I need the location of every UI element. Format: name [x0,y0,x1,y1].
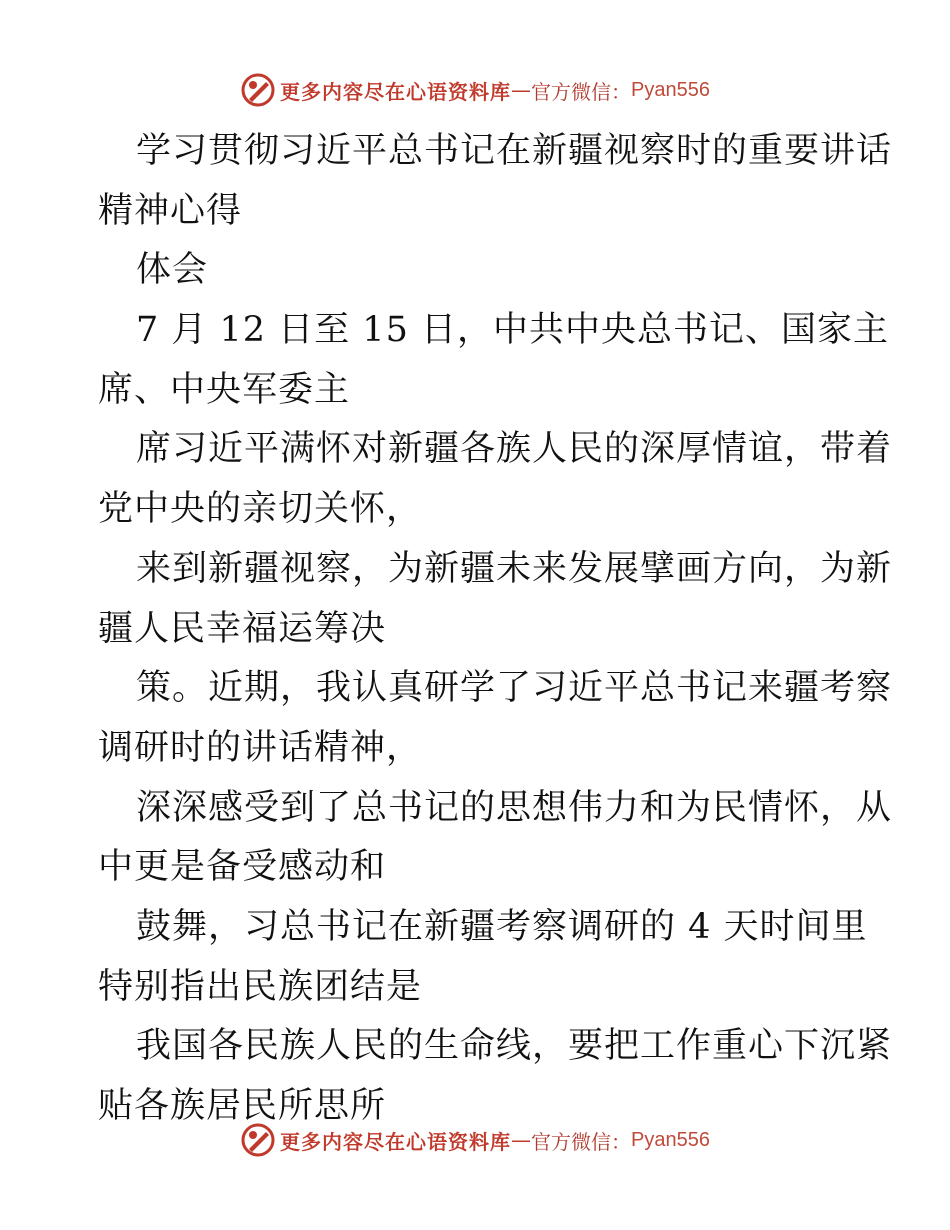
banner-contact-label: 官方微信： [531,79,632,104]
footer-banner [0,1120,950,1160]
banner-wechat-id: Pyan556 [631,78,710,101]
text-line: 深深感受到了总书记的思想伟力和为民情怀，从 [136,787,893,828]
banner-wechat-id: Pyan556 [631,1128,710,1151]
text-line: 调研时的讲话精神， [98,727,423,768]
text-line: 席习近平满怀对新疆各族人民的深厚情谊，带着 [136,429,893,470]
text-line: 精神心得 [98,190,243,231]
document-body [98,122,893,1137]
text-line: 疆人民幸福运筹决 [98,608,387,649]
text-line: 鼓舞，习总书记在新疆考察调研的 4 天时间里 [136,906,868,947]
text-line: 7 月 12 日至 15 日，中共中央总书记、国家主 [136,310,889,351]
text-line: 学习贯彻习近平总书记在新疆视察时的重要讲话 [136,131,893,171]
text-line: 特别指出民族团结是 [98,966,423,1007]
banner-separator: — [511,78,532,102]
header-banner [0,70,950,110]
text-line: 席、中央军委主 [98,369,351,410]
text-line: 党中央的亲切关怀， [98,489,423,530]
banner-brand: 更多内容尽在心语资料库 [280,79,512,104]
text-line: 体会 [136,250,209,291]
text-line: 来到新疆视察，为新疆未来发展擘画方向，为新 [136,548,893,589]
banner-brand: 更多内容尽在心语资料库 [280,1129,512,1154]
text-line: 贴各族居民所思所 [98,1086,387,1126]
banner-contact-label: 官方微信： [531,1129,632,1154]
logo-icon [240,72,276,108]
logo-icon [240,1122,276,1158]
text-line: 我国各民族人民的生命线，要把工作重心下沉紧 [136,1026,893,1067]
text-line: 策。近期，我认真研学了习近平总书记来疆考察 [136,668,893,709]
banner-separator: — [511,1128,532,1152]
text-line: 中更是备受感动和 [98,847,387,888]
